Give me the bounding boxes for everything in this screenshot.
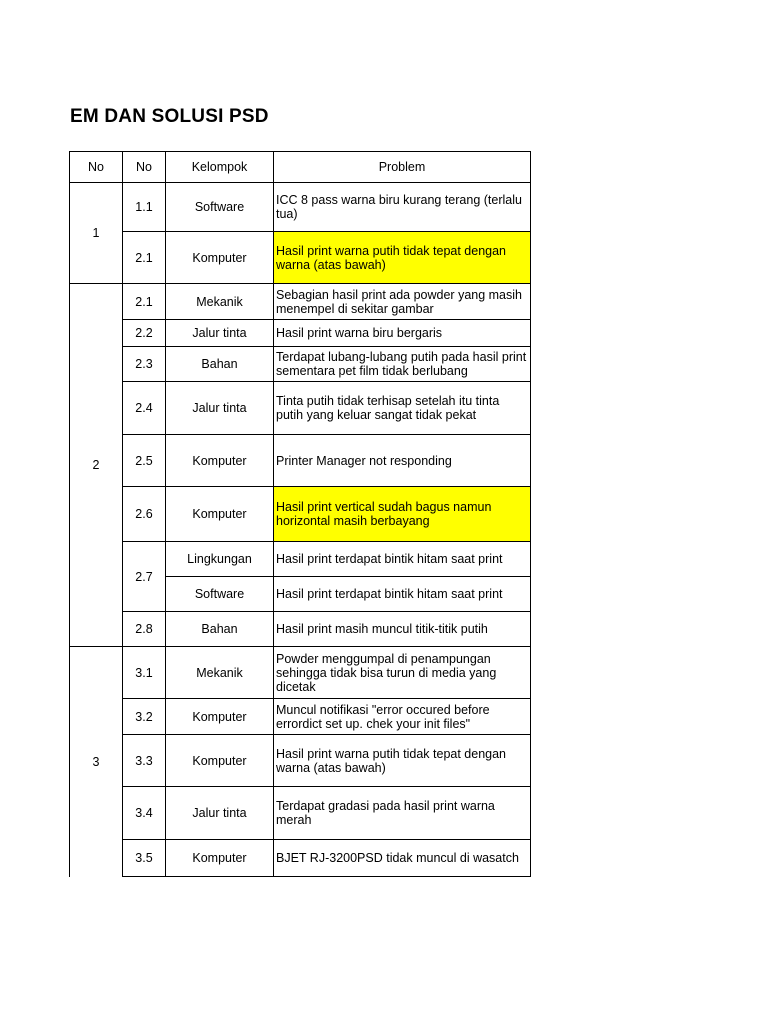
sub-no-cell[interactable]: 3.2	[123, 699, 166, 735]
table-row	[70, 542, 531, 577]
sub-no-cell[interactable]: 2.7	[123, 542, 166, 612]
group-cell[interactable]: Komputer	[166, 699, 274, 735]
table-row	[70, 284, 531, 320]
sub-no-cell[interactable]: 3.4	[123, 787, 166, 840]
group-cell[interactable]: Lingkungan	[166, 542, 274, 577]
table-row	[70, 647, 531, 699]
problem-cell-highlighted[interactable]: Hasil print vertical sudah bagus namun horizontal masih berbayang	[274, 487, 531, 542]
group-cell[interactable]: Jalur tinta	[166, 382, 274, 435]
group-cell[interactable]: Software	[166, 183, 274, 232]
table-row	[70, 232, 531, 284]
problem-cell[interactable]: Terdapat lubang-lubang putih pada hasil print sementara pet film tidak berlubang	[274, 347, 531, 382]
problem-cell[interactable]: Printer Manager not responding	[274, 435, 531, 487]
table-row	[70, 347, 531, 382]
group-cell[interactable]: Mekanik	[166, 284, 274, 320]
header-no[interactable]: No	[70, 152, 123, 183]
group-cell[interactable]: Komputer	[166, 232, 274, 284]
group-cell[interactable]: Jalur tinta	[166, 320, 274, 347]
table-row	[70, 699, 531, 735]
problem-cell[interactable]: Tinta putih tidak terhisap setelah itu tinta putih yang keluar sangat tidak pekat	[274, 382, 531, 435]
table-row	[70, 735, 531, 787]
group-number-cell[interactable]: 3	[70, 647, 123, 877]
sub-no-cell[interactable]: 2.1	[123, 232, 166, 284]
group-cell[interactable]: Software	[166, 577, 274, 612]
sub-no-cell[interactable]: 3.1	[123, 647, 166, 699]
group-cell[interactable]: Komputer	[166, 840, 274, 877]
problem-cell[interactable]: BJET RJ-3200PSD tidak muncul di wasatch	[274, 840, 531, 877]
table-row	[70, 382, 531, 435]
sub-no-cell[interactable]: 2.6	[123, 487, 166, 542]
sub-no-cell[interactable]: 3.5	[123, 840, 166, 877]
table-row	[70, 435, 531, 487]
problem-cell[interactable]: Sebagian hasil print ada powder yang masih menempel di sekitar gambar	[274, 284, 531, 320]
sub-no-cell[interactable]: 2.8	[123, 612, 166, 647]
header-row	[70, 152, 531, 183]
table-row	[70, 840, 531, 877]
problem-cell[interactable]: Terdapat gradasi pada hasil print warna merah	[274, 787, 531, 840]
sub-no-cell[interactable]: 2.4	[123, 382, 166, 435]
table-row	[70, 612, 531, 647]
problem-cell[interactable]: Hasil print masih muncul titik-titik putih	[274, 612, 531, 647]
group-cell[interactable]: Bahan	[166, 347, 274, 382]
table-row	[70, 487, 531, 542]
sub-no-cell[interactable]: 2.3	[123, 347, 166, 382]
sub-no-cell[interactable]: 1.1	[123, 183, 166, 232]
table-row	[70, 183, 531, 232]
table-row	[70, 787, 531, 840]
group-cell[interactable]: Komputer	[166, 487, 274, 542]
table-row	[70, 320, 531, 347]
group-cell[interactable]: Jalur tinta	[166, 787, 274, 840]
group-cell[interactable]: Mekanik	[166, 647, 274, 699]
sub-no-cell[interactable]: 2.2	[123, 320, 166, 347]
header-problem[interactable]: Problem	[274, 152, 531, 183]
group-number-cell[interactable]: 1	[70, 183, 123, 284]
group-cell[interactable]: Komputer	[166, 435, 274, 487]
sub-no-cell[interactable]: 2.5	[123, 435, 166, 487]
problem-cell-highlighted[interactable]: Hasil print warna putih tidak tepat dengan warna (atas bawah)	[274, 232, 531, 284]
sub-no-cell[interactable]: 2.1	[123, 284, 166, 320]
group-cell[interactable]: Komputer	[166, 735, 274, 787]
problem-table	[69, 151, 531, 877]
problem-cell[interactable]: Muncul notifikasi "error occured before errordict set up. chek your init files"	[274, 699, 531, 735]
group-number-cell[interactable]: 2	[70, 284, 123, 647]
problem-cell[interactable]: ICC 8 pass warna biru kurang terang (terlalu tua)	[274, 183, 531, 232]
sheet-title: EM DAN SOLUSI PSD	[70, 106, 269, 127]
problem-cell[interactable]: Hasil print terdapat bintik hitam saat print	[274, 577, 531, 612]
problem-cell[interactable]: Hasil print warna putih tidak tepat dengan warna (atas bawah)	[274, 735, 531, 787]
header-sub-no[interactable]: No	[123, 152, 166, 183]
problem-cell[interactable]: Powder menggumpal di penampungan sehingga tidak bisa turun di media yang dicetak	[274, 647, 531, 699]
problem-cell[interactable]: Hasil print terdapat bintik hitam saat print	[274, 542, 531, 577]
problem-cell[interactable]: Hasil print warna biru bergaris	[274, 320, 531, 347]
group-cell[interactable]: Bahan	[166, 612, 274, 647]
sub-no-cell[interactable]: 3.3	[123, 735, 166, 787]
header-group[interactable]: Kelompok	[166, 152, 274, 183]
